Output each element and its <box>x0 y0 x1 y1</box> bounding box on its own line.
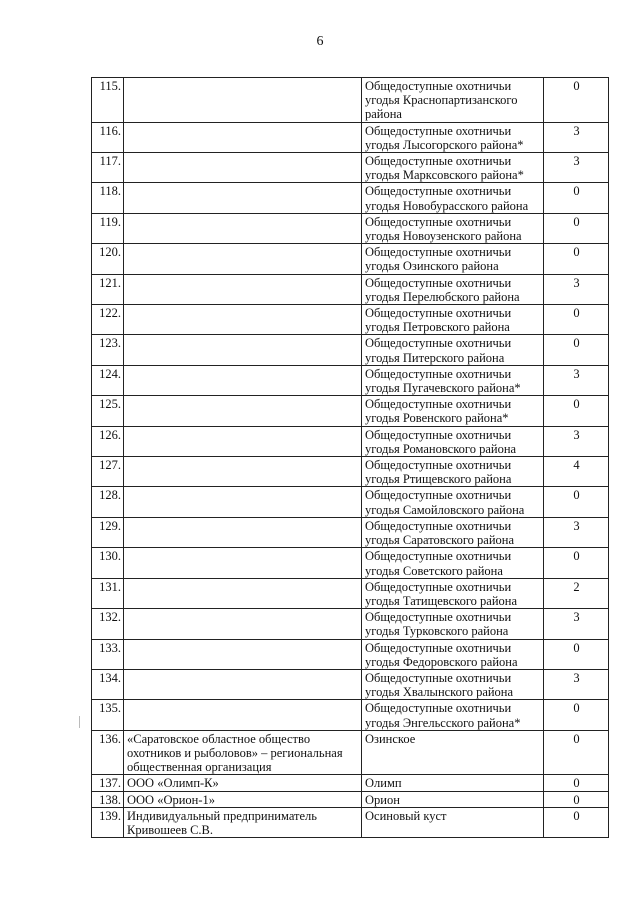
row-number: 123. <box>92 335 124 365</box>
row-number: 126. <box>92 426 124 456</box>
organization-cell <box>124 305 362 335</box>
table-row <box>92 517 609 547</box>
hunting-ground-name: Общедоступные охотничьи угодья Лысогорского района* <box>365 123 524 152</box>
quota-value: 2 <box>544 578 609 608</box>
quota-value: 0 <box>544 775 609 791</box>
hunting-ground-cell <box>362 775 544 791</box>
organization-cell <box>124 244 362 274</box>
row-number: 134. <box>92 669 124 699</box>
hunting-ground-cell <box>362 213 544 243</box>
organization-cell <box>124 335 362 365</box>
quota-value: 3 <box>544 274 609 304</box>
page-number: 6 <box>316 34 324 49</box>
hunting-ground-cell <box>362 426 544 456</box>
row-number: 118. <box>92 183 124 213</box>
quota-value: 0 <box>544 807 609 837</box>
row-number: 131. <box>92 578 124 608</box>
table-row <box>92 183 609 213</box>
hunting-ground-cell <box>362 669 544 699</box>
hunting-ground-cell <box>362 153 544 183</box>
table-row <box>92 396 609 426</box>
table-row <box>92 700 609 730</box>
row-number: 133. <box>92 639 124 669</box>
row-number: 124. <box>92 365 124 395</box>
row-number: 137. <box>92 775 124 791</box>
organization-name: Индивидуальный предприниматель Кривошеев С.В. <box>127 808 317 837</box>
organization-cell <box>124 122 362 152</box>
quota-value: 0 <box>544 487 609 517</box>
quota-value: 3 <box>544 609 609 639</box>
quota-value: 0 <box>544 183 609 213</box>
organization-cell <box>124 791 362 807</box>
hunting-ground-cell <box>362 305 544 335</box>
quota-value: 0 <box>544 78 609 123</box>
quota-value: 3 <box>544 669 609 699</box>
hunting-ground-name: Общедоступные охотничьи угодья Татищевского района <box>365 579 517 608</box>
hunting-ground-cell <box>362 396 544 426</box>
quota-value: 0 <box>544 213 609 243</box>
hunting-ground-name: Общедоступные охотничьи угодья Ртищевского района <box>365 458 512 487</box>
table-row <box>92 213 609 243</box>
hunting-ground-cell <box>362 457 544 487</box>
hunting-ground-name: Общедоступные охотничьи угодья Самойловского района <box>365 488 525 517</box>
table-row <box>92 305 609 335</box>
hunting-ground-cell <box>362 274 544 304</box>
hunting-ground-name: Общедоступные охотничьи угодья Озинского района <box>365 245 512 274</box>
organization-name: ООО «Олимп-К» <box>127 776 219 791</box>
table-row <box>92 578 609 608</box>
hunting-ground-cell <box>362 578 544 608</box>
hunting-ground-cell <box>362 365 544 395</box>
hunting-ground-name: Озинское <box>365 731 416 746</box>
row-number: 116. <box>92 122 124 152</box>
table-row <box>92 807 609 837</box>
hunting-ground-name: Олимп <box>365 776 402 791</box>
table-row <box>92 365 609 395</box>
hunting-ground-name: Общедоступные охотничьи угодья Петровского района <box>365 306 512 335</box>
organization-cell <box>124 183 362 213</box>
table-row <box>92 457 609 487</box>
organization-cell <box>124 517 362 547</box>
table-row <box>92 791 609 807</box>
table-row <box>92 335 609 365</box>
hunting-ground-cell <box>362 700 544 730</box>
organization-cell <box>124 775 362 791</box>
row-number: 121. <box>92 274 124 304</box>
hunting-ground-name: Общедоступные охотничьи угодья Романовского района <box>365 427 517 456</box>
organization-cell <box>124 153 362 183</box>
hunting-ground-name: Общедоступные охотничьи угодья Энгельсского района* <box>365 701 521 730</box>
hunting-grounds-table <box>91 77 609 838</box>
hunting-ground-name: Осиновый куст <box>365 808 447 823</box>
organization-cell <box>124 807 362 837</box>
hunting-ground-name: Общедоступные охотничьи угодья Марксовского района* <box>365 154 524 183</box>
row-number: 130. <box>92 548 124 578</box>
row-number: 138. <box>92 791 124 807</box>
hunting-ground-name: Общедоступные охотничьи угодья Перелюбского района <box>365 275 520 304</box>
table-row <box>92 274 609 304</box>
hunting-ground-cell <box>362 78 544 123</box>
quota-value: 3 <box>544 122 609 152</box>
hunting-ground-cell <box>362 730 544 775</box>
table-row <box>92 730 609 775</box>
quota-value: 3 <box>544 426 609 456</box>
row-number: 136. <box>92 730 124 775</box>
table-row <box>92 669 609 699</box>
hunting-ground-cell <box>362 487 544 517</box>
organization-cell <box>124 213 362 243</box>
scan-mark <box>79 716 80 728</box>
row-number: 125. <box>92 396 124 426</box>
hunting-ground-name: Общедоступные охотничьи угодья Ровенского района* <box>365 397 512 426</box>
table-row <box>92 122 609 152</box>
organization-cell <box>124 396 362 426</box>
organization-cell <box>124 730 362 775</box>
hunting-ground-cell <box>362 791 544 807</box>
quota-value: 3 <box>544 517 609 547</box>
table-row <box>92 153 609 183</box>
organization-cell <box>124 457 362 487</box>
hunting-ground-cell <box>362 335 544 365</box>
hunting-ground-name: Общедоступные охотничьи угодья Питерского района <box>365 336 512 365</box>
table-row <box>92 426 609 456</box>
hunting-ground-cell <box>362 639 544 669</box>
table-row <box>92 548 609 578</box>
quota-value: 0 <box>544 700 609 730</box>
organization-cell <box>124 487 362 517</box>
organization-cell <box>124 639 362 669</box>
organization-cell <box>124 426 362 456</box>
row-number: 119. <box>92 213 124 243</box>
organization-cell <box>124 669 362 699</box>
quota-value: 0 <box>544 639 609 669</box>
quota-value: 3 <box>544 153 609 183</box>
quota-value: 0 <box>544 305 609 335</box>
quota-value: 0 <box>544 396 609 426</box>
quota-value: 4 <box>544 457 609 487</box>
quota-value: 0 <box>544 548 609 578</box>
hunting-ground-name: Общедоступные охотничьи угодья Саратовского района <box>365 518 515 548</box>
table-row <box>92 78 609 123</box>
organization-cell <box>124 274 362 304</box>
quota-value: 0 <box>544 791 609 807</box>
table-row <box>92 775 609 791</box>
hunting-ground-cell <box>362 122 544 152</box>
row-number: 115. <box>92 78 124 123</box>
row-number: 128. <box>92 487 124 517</box>
organization-name: «Саратовское областное общество охотников и рыболовов» – региональная общественная организация <box>127 731 343 775</box>
hunting-ground-name: Общедоступные охотничьи угодья Хвалынского района <box>365 670 514 700</box>
hunting-ground-cell <box>362 807 544 837</box>
organization-cell <box>124 700 362 730</box>
row-number: 135. <box>92 700 124 730</box>
hunting-ground-cell <box>362 609 544 639</box>
row-number: 132. <box>92 609 124 639</box>
hunting-ground-name: Орион <box>365 792 400 807</box>
hunting-ground-cell <box>362 548 544 578</box>
organization-cell <box>124 78 362 123</box>
hunting-ground-name: Общедоступные охотничьи угодья Советского района <box>365 549 512 578</box>
quota-value: 0 <box>544 244 609 274</box>
quota-value: 3 <box>544 365 609 395</box>
organization-cell <box>124 365 362 395</box>
hunting-ground-name: Общедоступные охотничьи угодья Новоузенского района <box>365 214 522 244</box>
hunting-ground-name: Общедоступные охотничьи угодья Краснопартизанского района <box>365 79 518 122</box>
table-row <box>92 639 609 669</box>
row-number: 117. <box>92 153 124 183</box>
hunting-ground-name: Общедоступные охотничьи угодья Турковского района <box>365 610 512 639</box>
quota-value: 0 <box>544 335 609 365</box>
table-body <box>92 78 609 838</box>
hunting-ground-cell <box>362 183 544 213</box>
hunting-ground-cell <box>362 244 544 274</box>
hunting-ground-name: Общедоступные охотничьи угодья Федоровского района <box>365 640 518 669</box>
hunting-ground-cell <box>362 517 544 547</box>
quota-value: 0 <box>544 730 609 775</box>
hunting-ground-name: Общедоступные охотничьи угодья Пугачевского района* <box>365 366 521 396</box>
table-row <box>92 609 609 639</box>
row-number: 127. <box>92 457 124 487</box>
hunting-ground-name: Общедоступные охотничьи угодья Новобурасского района <box>365 184 529 213</box>
organization-cell <box>124 548 362 578</box>
organization-cell <box>124 578 362 608</box>
table-row <box>92 244 609 274</box>
row-number: 139. <box>92 807 124 837</box>
row-number: 129. <box>92 517 124 547</box>
table-row <box>92 487 609 517</box>
organization-cell <box>124 609 362 639</box>
organization-name: ООО «Орион-1» <box>127 792 216 807</box>
row-number: 122. <box>92 305 124 335</box>
row-number: 120. <box>92 244 124 274</box>
